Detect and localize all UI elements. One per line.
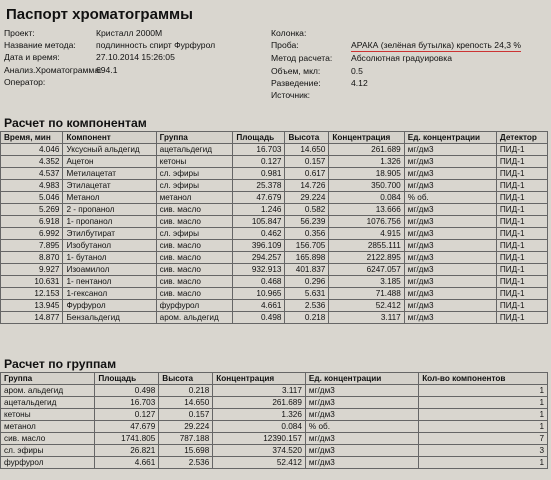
- components-header-cell: Компонент: [63, 132, 156, 144]
- components-section-title: Расчет по компонентам: [4, 116, 147, 130]
- meta-left-block: [4, 27, 215, 88]
- table-row: [1, 192, 548, 204]
- groups-cell: 374.520: [213, 445, 306, 457]
- components-cell: ПИД-1: [496, 228, 547, 240]
- groups-cell: 787.188: [159, 433, 213, 445]
- table-row: [1, 240, 548, 252]
- components-cell: мг/дм3: [404, 144, 496, 156]
- groups-cell: 2.536: [159, 457, 213, 469]
- groups-cell: 15.698: [159, 445, 213, 457]
- meta-value: Абсолютная градуировка: [351, 53, 452, 64]
- components-cell: 25.378: [233, 180, 285, 192]
- components-cell: 12.153: [1, 288, 63, 300]
- meta-value: 4.12: [351, 77, 368, 88]
- meta-right-block: [271, 27, 521, 101]
- components-cell: 156.705: [285, 240, 329, 252]
- components-cell: 294.257: [233, 252, 285, 264]
- groups-cell: кетоны: [1, 409, 95, 421]
- table-row: [1, 204, 548, 216]
- components-cell: 105.847: [233, 216, 285, 228]
- components-cell: ПИД-1: [496, 300, 547, 312]
- groups-cell: 0.218: [159, 385, 213, 397]
- meta-row-datetime: [4, 51, 215, 63]
- components-cell: 4.661: [233, 300, 285, 312]
- table-row: [1, 433, 548, 445]
- components-cell: 5.631: [285, 288, 329, 300]
- components-cell: 4.537: [1, 168, 63, 180]
- table-row: [1, 156, 548, 168]
- components-cell: ПИД-1: [496, 264, 547, 276]
- components-cell: Этилбутират: [63, 228, 156, 240]
- components-cell: сл. эфиры: [156, 168, 233, 180]
- groups-cell: 29.224: [159, 421, 213, 433]
- components-cell: ПИД-1: [496, 240, 547, 252]
- meta-label: Объем, мкл:: [271, 65, 321, 76]
- components-cell: Уксусный альдегид: [63, 144, 156, 156]
- components-cell: 29.224: [285, 192, 329, 204]
- table-row: [1, 457, 548, 469]
- components-cell: 3.117: [329, 312, 404, 324]
- groups-cell: фурфурол: [1, 457, 95, 469]
- components-cell: мг/дм3: [404, 312, 496, 324]
- components-header-cell: Высота: [285, 132, 329, 144]
- components-cell: ПИД-1: [496, 156, 547, 168]
- components-cell: 350.700: [329, 180, 404, 192]
- groups-cell: мг/дм3: [305, 433, 418, 445]
- meta-row-source: [271, 89, 521, 101]
- components-cell: 1- пентанол: [63, 276, 156, 288]
- groups-cell: 0.157: [159, 409, 213, 421]
- components-cell: 3.185: [329, 276, 404, 288]
- components-cell: ПИД-1: [496, 216, 547, 228]
- components-cell: 2855.111: [329, 240, 404, 252]
- components-cell: мг/дм3: [404, 180, 496, 192]
- components-cell: сив. масло: [156, 276, 233, 288]
- components-cell: 0.296: [285, 276, 329, 288]
- components-cell: сив. масло: [156, 240, 233, 252]
- components-cell: 13.666: [329, 204, 404, 216]
- components-cell: 16.703: [233, 144, 285, 156]
- table-row: [1, 445, 548, 457]
- components-cell: мг/дм3: [404, 288, 496, 300]
- components-cell: 4.915: [329, 228, 404, 240]
- groups-cell: мг/дм3: [305, 409, 418, 421]
- groups-header-cell: Концентрация: [213, 373, 306, 385]
- table-row: [1, 385, 548, 397]
- components-cell: 261.689: [329, 144, 404, 156]
- meta-label: Проба:: [271, 40, 299, 51]
- components-cell: 4.046: [1, 144, 63, 156]
- groups-cell: 1.326: [213, 409, 306, 421]
- groups-cell: мг/дм3: [305, 457, 418, 469]
- table-row: [1, 288, 548, 300]
- components-cell: 0.084: [329, 192, 404, 204]
- groups-cell: 4.661: [95, 457, 159, 469]
- groups-cell: 1: [419, 385, 548, 397]
- components-cell: 396.109: [233, 240, 285, 252]
- components-cell: мг/дм3: [404, 168, 496, 180]
- meta-row-dilution: [271, 77, 521, 89]
- components-cell: фурфурол: [156, 300, 233, 312]
- meta-label: Источник:: [271, 90, 311, 101]
- components-cell: ПИД-1: [496, 180, 547, 192]
- meta-value: 694.1: [96, 64, 118, 75]
- groups-cell: 3.117: [213, 385, 306, 397]
- meta-label: Оператор:: [4, 76, 46, 87]
- groups-cell: 47.679: [95, 421, 159, 433]
- components-cell: мг/дм3: [404, 228, 496, 240]
- components-cell: 10.631: [1, 276, 63, 288]
- groups-cell: 1741.805: [95, 433, 159, 445]
- table-row: [1, 168, 548, 180]
- groups-cell: 261.689: [213, 397, 306, 409]
- components-header-row: [1, 132, 548, 144]
- components-header-cell: Время, мин: [1, 132, 63, 144]
- components-cell: 10.965: [233, 288, 285, 300]
- components-cell: 5.269: [1, 204, 63, 216]
- components-cell: ПИД-1: [496, 288, 547, 300]
- groups-header-cell: Ед. концентрации: [305, 373, 418, 385]
- components-cell: 0.127: [233, 156, 285, 168]
- components-cell: 14.650: [285, 144, 329, 156]
- groups-header-cell: Кол-во компонентов: [419, 373, 548, 385]
- components-cell: мг/дм3: [404, 204, 496, 216]
- components-cell: 7.895: [1, 240, 63, 252]
- components-cell: кетоны: [156, 156, 233, 168]
- components-header-cell: Концентрация: [329, 132, 404, 144]
- components-cell: Этилацетат: [63, 180, 156, 192]
- components-cell: 1- бутанол: [63, 252, 156, 264]
- groups-header-cell: Группа: [1, 373, 95, 385]
- components-cell: 6247.057: [329, 264, 404, 276]
- groups-cell: 1: [419, 421, 548, 433]
- meta-value: подлинность спирт Фурфурол: [96, 40, 216, 51]
- components-cell: 0.462: [233, 228, 285, 240]
- meta-label: Анализ.Хроматограмма:: [4, 64, 102, 75]
- components-cell: ПИД-1: [496, 144, 547, 156]
- components-cell: 401.837: [285, 264, 329, 276]
- meta-row-method: [4, 39, 215, 51]
- groups-cell: % об.: [305, 421, 418, 433]
- components-cell: 1-гексанол: [63, 288, 156, 300]
- groups-cell: мг/дм3: [305, 445, 418, 457]
- components-cell: 0.218: [285, 312, 329, 324]
- groups-cell: аром. альдегид: [1, 385, 95, 397]
- components-cell: 13.945: [1, 300, 63, 312]
- page-title: Паспорт хроматограммы: [6, 6, 193, 23]
- meta-label: Метод расчета:: [271, 53, 333, 64]
- meta-label: Колонка:: [271, 28, 307, 38]
- groups-cell: 0.084: [213, 421, 306, 433]
- groups-cell: 0.127: [95, 409, 159, 421]
- components-cell: мг/дм3: [404, 300, 496, 312]
- components-cell: % об.: [404, 192, 496, 204]
- table-row: [1, 216, 548, 228]
- groups-cell: 26.821: [95, 445, 159, 457]
- meta-value: Кристалл 2000М: [96, 28, 163, 38]
- groups-body: [1, 385, 548, 469]
- components-cell: мг/дм3: [404, 156, 496, 168]
- table-row: [1, 300, 548, 312]
- components-cell: мг/дм3: [404, 276, 496, 288]
- components-cell: сив. масло: [156, 204, 233, 216]
- components-cell: 1076.756: [329, 216, 404, 228]
- groups-cell: 0.498: [95, 385, 159, 397]
- table-row: [1, 421, 548, 433]
- table-row: [1, 397, 548, 409]
- groups-cell: 3: [419, 445, 548, 457]
- components-cell: 0.981: [233, 168, 285, 180]
- meta-row-volume: [271, 65, 521, 77]
- components-cell: ацетальдегид: [156, 144, 233, 156]
- components-cell: 71.488: [329, 288, 404, 300]
- meta-row-calc-method: [271, 52, 521, 64]
- components-cell: 2122.895: [329, 252, 404, 264]
- table-row: [1, 409, 548, 421]
- groups-header-cell: Площадь: [95, 373, 159, 385]
- components-cell: мг/дм3: [404, 240, 496, 252]
- components-header-cell: Детектор: [496, 132, 547, 144]
- groups-header-cell: Высота: [159, 373, 213, 385]
- components-header-cell: Площадь: [233, 132, 285, 144]
- table-row: [1, 264, 548, 276]
- components-cell: Ацетон: [63, 156, 156, 168]
- table-row: [1, 276, 548, 288]
- components-cell: Метанол: [63, 192, 156, 204]
- components-cell: ПИД-1: [496, 204, 547, 216]
- groups-cell: мг/дм3: [305, 385, 418, 397]
- components-cell: 0.498: [233, 312, 285, 324]
- components-cell: ПИД-1: [496, 168, 547, 180]
- meta-value: 27.10.2014 15:26:05: [96, 52, 175, 63]
- components-cell: 56.239: [285, 216, 329, 228]
- components-cell: 2 - пропанол: [63, 204, 156, 216]
- components-cell: сл. эфиры: [156, 228, 233, 240]
- groups-cell: мг/дм3: [305, 397, 418, 409]
- groups-cell: 1: [419, 409, 548, 421]
- components-header-cell: Ед. концентрации: [404, 132, 496, 144]
- groups-cell: 7: [419, 433, 548, 445]
- table-row: [1, 312, 548, 324]
- components-cell: 1- пропанол: [63, 216, 156, 228]
- components-cell: 6.918: [1, 216, 63, 228]
- components-header-cell: Группа: [156, 132, 233, 144]
- components-cell: Метилацетат: [63, 168, 156, 180]
- components-cell: ПИД-1: [496, 312, 547, 324]
- components-cell: Бензальдегид: [63, 312, 156, 324]
- components-cell: аром. альдегид: [156, 312, 233, 324]
- groups-cell: метанол: [1, 421, 95, 433]
- table-row: [1, 252, 548, 264]
- components-cell: сл. эфиры: [156, 180, 233, 192]
- components-cell: 4.983: [1, 180, 63, 192]
- components-cell: 0.617: [285, 168, 329, 180]
- table-row: [1, 144, 548, 156]
- components-cell: 14.877: [1, 312, 63, 324]
- components-cell: 0.356: [285, 228, 329, 240]
- groups-cell: сив. масло: [1, 433, 95, 445]
- groups-cell: сл. эфиры: [1, 445, 95, 457]
- components-cell: 2.536: [285, 300, 329, 312]
- meta-row-sample: [271, 39, 521, 52]
- meta-label: Название метода:: [4, 40, 76, 51]
- components-cell: сив. масло: [156, 252, 233, 264]
- groups-cell: 12390.157: [213, 433, 306, 445]
- components-cell: 0.468: [233, 276, 285, 288]
- components-cell: 165.898: [285, 252, 329, 264]
- components-cell: 1.326: [329, 156, 404, 168]
- groups-cell: 14.650: [159, 397, 213, 409]
- components-cell: 4.352: [1, 156, 63, 168]
- groups-header-row: [1, 373, 548, 385]
- meta-label: Разведение:: [271, 77, 321, 88]
- meta-label: Дата и время:: [4, 52, 60, 63]
- components-cell: 0.157: [285, 156, 329, 168]
- groups-section-title: Расчет по группам: [4, 357, 117, 371]
- meta-value: 0.5: [351, 65, 363, 76]
- components-cell: мг/дм3: [404, 252, 496, 264]
- components-cell: Фурфурол: [63, 300, 156, 312]
- meta-row-operator: [4, 76, 215, 88]
- components-cell: ПИД-1: [496, 276, 547, 288]
- components-cell: 8.870: [1, 252, 63, 264]
- components-cell: мг/дм3: [404, 216, 496, 228]
- meta-label: Проект:: [4, 28, 35, 38]
- meta-row-project: [4, 27, 215, 39]
- components-cell: мг/дм3: [404, 264, 496, 276]
- components-cell: 1.246: [233, 204, 285, 216]
- table-row: [1, 228, 548, 240]
- components-cell: 0.582: [285, 204, 329, 216]
- components-cell: сив. масло: [156, 216, 233, 228]
- components-cell: сив. масло: [156, 288, 233, 300]
- components-cell: ПИД-1: [496, 252, 547, 264]
- meta-value: АРАКА (зелёная бутылка) крепость 24,3 %: [351, 39, 521, 52]
- table-row: [1, 180, 548, 192]
- components-cell: Изобутанол: [63, 240, 156, 252]
- components-body: [1, 144, 548, 324]
- components-table: [0, 131, 548, 324]
- groups-cell: 52.412: [213, 457, 306, 469]
- components-cell: сив. масло: [156, 264, 233, 276]
- meta-row-analysis: [4, 64, 215, 76]
- groups-cell: ацетальдегид: [1, 397, 95, 409]
- components-cell: 6.992: [1, 228, 63, 240]
- meta-row-column: [271, 27, 521, 39]
- components-cell: 18.905: [329, 168, 404, 180]
- components-cell: 47.679: [233, 192, 285, 204]
- groups-cell: 1: [419, 397, 548, 409]
- components-cell: ПИД-1: [496, 192, 547, 204]
- components-cell: 52.412: [329, 300, 404, 312]
- groups-cell: 16.703: [95, 397, 159, 409]
- groups-cell: 1: [419, 457, 548, 469]
- components-cell: Изоамилол: [63, 264, 156, 276]
- components-cell: 932.913: [233, 264, 285, 276]
- components-cell: 5.046: [1, 192, 63, 204]
- groups-table: [0, 372, 548, 469]
- components-cell: метанол: [156, 192, 233, 204]
- components-cell: 14.726: [285, 180, 329, 192]
- components-cell: 9.927: [1, 264, 63, 276]
